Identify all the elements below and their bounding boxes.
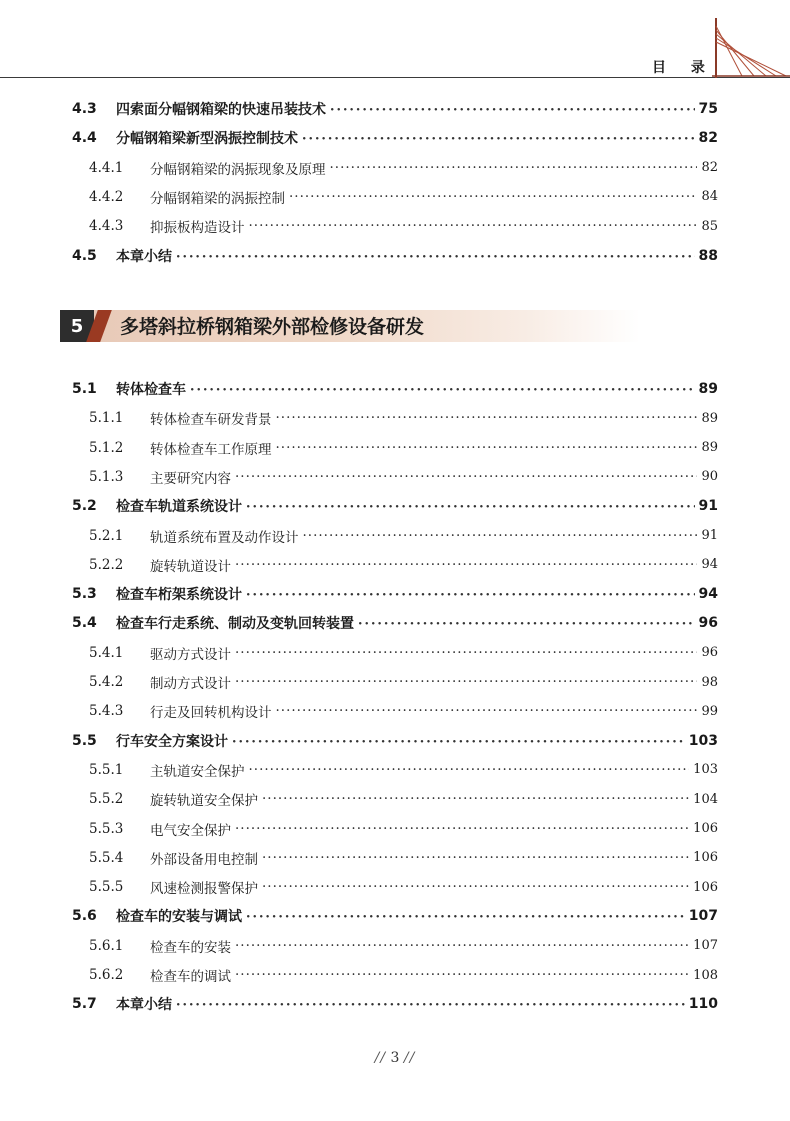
toc-entry-title: 旋转轨道安全保护 [150,793,258,810]
toc-entry-number: 5.4 [72,615,97,632]
toc-entry-page: 103 [688,732,718,749]
toc-entry-page: 82 [698,130,718,147]
toc-entry[interactable] [72,465,718,489]
toc-entry-title: 本章小结 [116,248,172,265]
toc-entry[interactable] [72,156,718,180]
toc-dot-leader [176,991,685,1017]
toc-dot-leader [235,557,697,573]
footer-left-deco: // [374,1050,387,1066]
toc-entry[interactable] [72,817,718,841]
toc-entry-page: 91 [698,498,718,515]
toc-entry-page: 98 [701,674,718,690]
toc-dot-leader [235,674,697,690]
toc-entry[interactable] [72,992,718,1016]
toc-dot-leader [276,410,698,426]
toc-entry-title: 抑振板构造设计 [150,220,245,237]
toc-entry-title: 外部设备用电控制 [150,851,258,868]
toc-entry[interactable] [72,214,718,238]
toc-entry-title: 驱动方式设计 [150,646,231,663]
toc-dot-leader [276,440,698,456]
toc-entry-page: 110 [688,996,718,1013]
toc-entry-title: 转体检查车 [116,382,186,398]
toc-entry[interactable] [72,846,718,870]
toc-entry-number: 4.3 [72,101,97,117]
toc-entry-number: 5.5 [72,732,97,749]
toc-entry[interactable] [72,904,718,928]
toc-entry[interactable] [72,97,718,121]
toc-entry-number: 5.5.4 [89,849,124,866]
toc-entry[interactable] [72,436,718,460]
toc-dot-leader [262,850,689,866]
toc-entry[interactable] [72,582,718,606]
toc-entry-number: 5.5.2 [89,791,124,808]
toc-entry-number: 5.4.2 [89,674,124,690]
toc-entry[interactable] [72,699,718,723]
toc-entry-title: 转体检查车研发背景 [150,412,272,429]
toc-dot-leader [190,376,695,402]
toc-entry-page: 107 [688,908,718,925]
footer-page-number: 3 [390,1050,400,1066]
toc-entry-number: 5.6 [72,908,97,925]
toc-entry[interactable] [72,244,718,268]
toc-entry-page: 85 [701,218,718,234]
toc-dot-leader [176,243,695,269]
toc-entry-number: 5.1.2 [89,439,124,456]
toc-entry-page: 96 [701,645,718,661]
toc-entry[interactable] [72,934,718,958]
toc-dot-leader [262,791,689,807]
toc-entry-number: 5.2.2 [89,556,124,573]
toc-entry[interactable] [72,553,718,577]
toc-entry-page: 84 [701,189,718,205]
cable-stayed-bridge-icon [712,18,790,80]
toc-entry[interactable] [72,126,718,150]
toc-entry-page: 99 [701,703,718,719]
toc-entry-title: 行走及回转机构设计 [150,705,272,722]
page-footer [0,1050,790,1066]
toc-dot-leader [249,762,690,778]
chapter-number: 5 [60,310,94,342]
toc-entry-page: 106 [693,821,718,836]
footer-right-deco: // [403,1050,416,1066]
toc-entry-number: 4.4.2 [89,188,124,205]
toc-dot-leader [330,96,695,122]
toc-entry-title: 检查车的安装 [150,939,231,956]
toc-entry-title: 轨道系统布置及动作设计 [150,529,299,546]
toc-entry-title: 检查车的调试 [150,969,231,985]
toc-dot-leader [289,189,697,205]
toc-entry[interactable] [72,524,718,548]
toc-entry-title: 电气安全保护 [150,822,231,839]
toc-entry-title: 主要研究内容 [150,470,231,487]
toc-entry-title: 检查车轨道系统设计 [116,499,242,516]
toc-entry-number: 5.2 [72,498,97,515]
toc-entry-title: 制动方式设计 [150,676,231,692]
toc-dot-leader [303,528,698,544]
toc-entry-page: 96 [698,615,718,632]
toc-entry-page: 94 [698,586,718,603]
toc-entry-title: 检查车桁架系统设计 [116,587,242,604]
toc-entry[interactable] [72,641,718,665]
toc-dot-leader [249,218,698,234]
toc-entry-number: 5.5.3 [89,820,124,837]
toc-entry-title: 旋转轨道设计 [150,558,231,575]
toc-dot-leader [276,703,698,719]
toc-entry-title: 检查车的安装与调试 [116,909,242,926]
toc-entry-number: 5.2.1 [89,527,124,544]
toc-entry-number: 5.4.3 [89,703,124,720]
toc-entry[interactable] [72,377,718,401]
toc-entry-page: 108 [693,967,718,983]
toc-entry[interactable] [72,758,718,782]
toc-entry[interactable] [72,494,718,518]
toc-dot-leader [235,938,689,954]
toc-entry-page: 106 [693,850,718,866]
toc-entry-number: 5.5.5 [89,879,124,896]
toc-entry-title: 四索面分幅钢箱梁的快速吊装技术 [116,102,326,118]
toc-entry-number: 4.4.3 [89,218,124,235]
toc-entry-number: 5.1 [72,381,97,397]
toc-entry[interactable] [72,875,718,899]
toc-entry-title: 主轨道安全保护 [150,763,245,780]
toc-entry-page: 103 [693,762,718,778]
toc-entry[interactable] [72,670,718,694]
toc-entry-page: 94 [701,557,718,573]
toc-entry-number: 4.4.1 [89,159,124,176]
toc-dot-leader [235,469,697,485]
toc-dot-leader [235,967,689,983]
toc-entry-number: 5.4.1 [89,644,124,661]
toc-entry-number: 5.7 [72,996,97,1013]
toc-entry-title: 转体检查车工作原理 [150,441,272,458]
toc-dot-leader [330,160,698,176]
toc-entry-number: 5.1.1 [89,410,124,427]
toc-entry-page: 82 [701,160,718,176]
toc-entry[interactable] [72,406,718,430]
toc-entry-page: 91 [701,528,718,543]
toc-entry-title: 检查车行走系统、制动及变轨回转装置 [116,616,354,633]
toc-entry-title: 本章小结 [116,997,172,1014]
toc-entry-page: 75 [698,101,718,117]
toc-entry-number: 4.4 [72,130,97,147]
toc-entry[interactable] [72,729,718,753]
toc-entry[interactable] [72,185,718,209]
toc-dot-leader [232,728,685,754]
toc-entry-number: 5.1.3 [89,468,124,485]
toc-entry-page: 106 [693,879,718,895]
toc-entry[interactable] [72,963,718,987]
toc-entry-number: 5.5.1 [89,761,124,778]
toc-entry-title: 分幅钢箱梁新型涡振控制技术 [116,131,298,148]
toc-entry-number: 5.6.1 [89,937,124,954]
toc-dot-leader [246,903,685,929]
toc-entry-number: 5.6.2 [89,967,124,983]
chapter-title: 多塔斜拉桥钢箱梁外部检修设备研发 [120,316,425,338]
toc-entry-page: 104 [693,791,718,807]
toc-dot-leader [235,821,689,837]
toc-dot-leader [358,610,695,636]
toc-dot-leader [246,581,695,607]
toc-dot-leader [235,645,697,661]
toc-entry-page: 89 [701,410,718,426]
toc-dot-leader [302,125,695,151]
header-rule [0,77,790,78]
toc-entry-page: 107 [693,938,718,954]
running-header-label: 目 录 [652,60,715,76]
toc-entry-page: 88 [698,247,718,264]
toc-entry-number: 5.3 [72,586,97,603]
toc-entry-title: 分幅钢箱梁的涡振控制 [150,190,285,207]
toc-entry-number: 4.5 [72,247,97,264]
toc-entry-title: 分幅钢箱梁的涡振现象及原理 [150,161,326,178]
toc-entry[interactable] [72,787,718,811]
toc-dot-leader [262,879,689,895]
toc-entry-title: 风速检测报警保护 [150,881,258,898]
toc-entry[interactable] [72,611,718,635]
toc-entry-title: 行车安全方案设计 [116,733,228,750]
toc-entry-page: 90 [701,469,718,485]
toc-dot-leader [246,493,695,519]
toc-entry-page: 89 [698,381,718,397]
toc-entry-page: 89 [701,440,718,456]
